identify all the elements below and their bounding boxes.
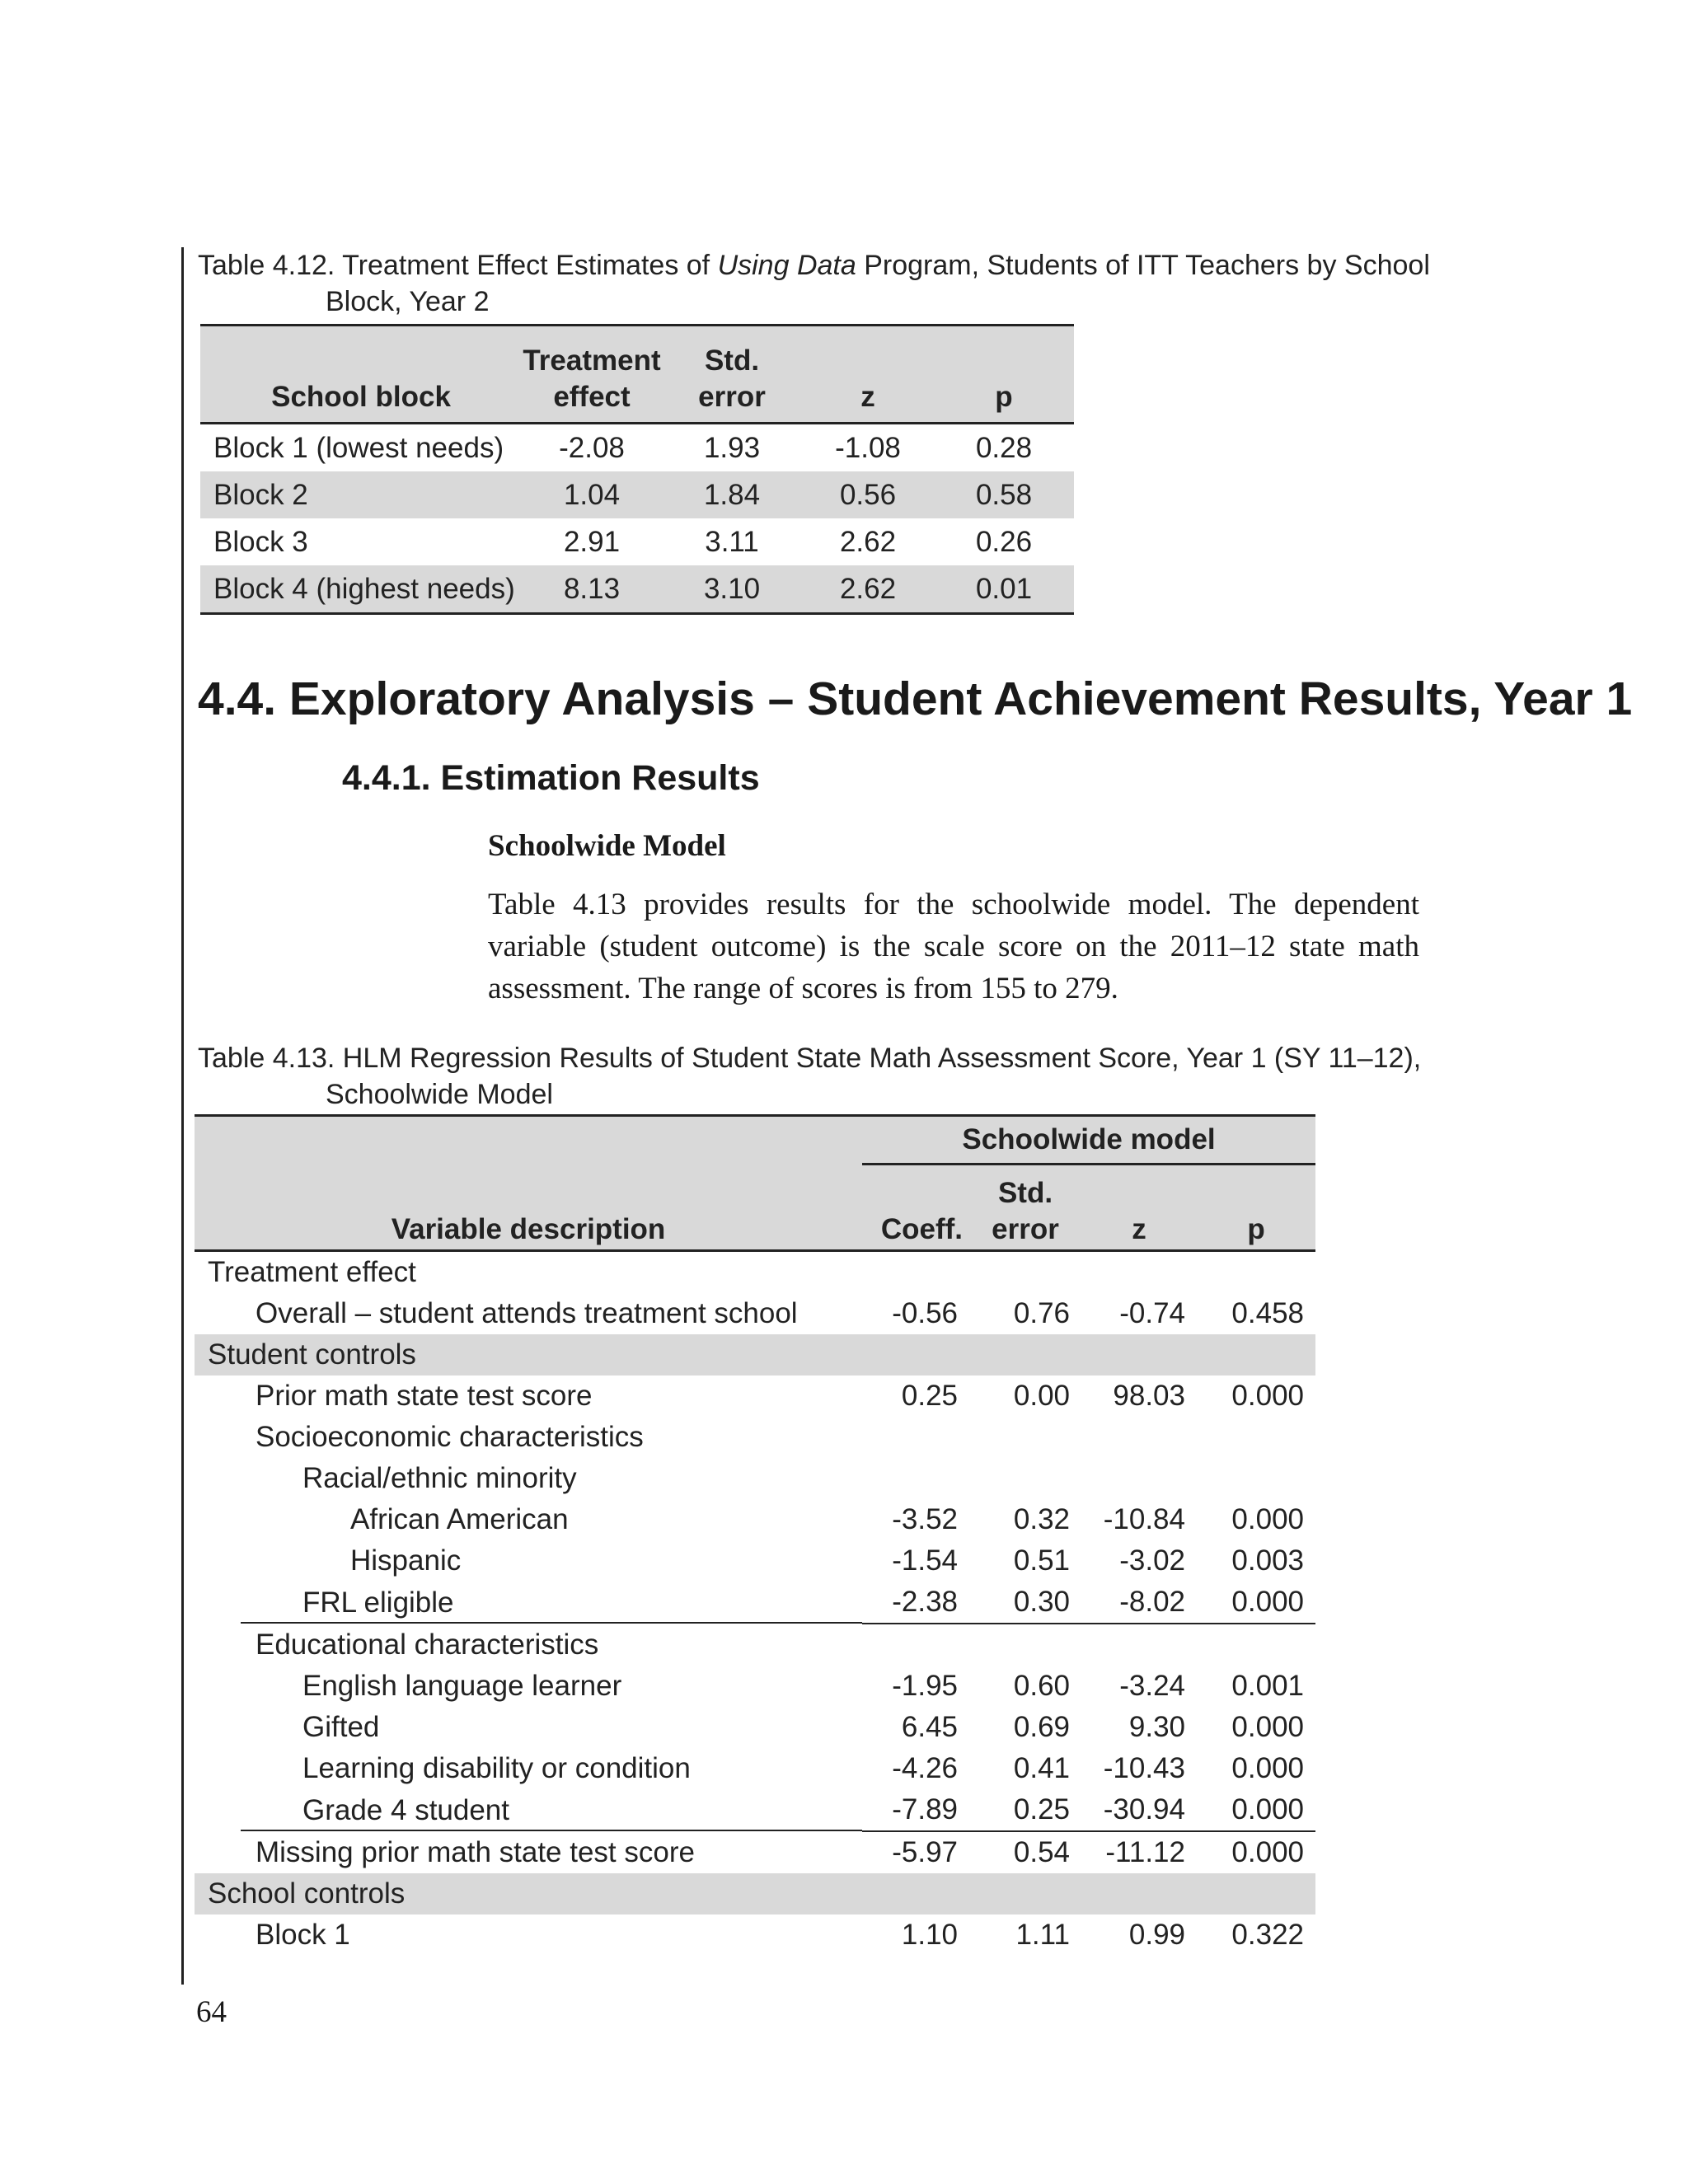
table-row: [195, 1748, 1315, 1789]
cell-variable: Missing prior math state test score: [256, 1835, 695, 1868]
cell-stderr: 1.84: [703, 478, 761, 511]
cell-block: Block 4 (highest needs): [213, 572, 515, 605]
page-number: 64: [196, 1995, 227, 2029]
cell-stderr: [969, 1873, 1081, 1915]
cell-p: 0.000: [1197, 1582, 1315, 1624]
cell-block: Block 2: [213, 478, 308, 511]
cell-stderr: 0.41: [1013, 1752, 1070, 1784]
cell-z: [1081, 1417, 1197, 1458]
cell-coeff: -4.26: [892, 1752, 958, 1784]
table-4-13-caption: [198, 1040, 1421, 1113]
cell-stderr: [969, 1417, 1081, 1458]
cell-p: 0.000: [1231, 1836, 1305, 1868]
table-row: [195, 1251, 1315, 1294]
table-row: [195, 1624, 1315, 1666]
margin-rule: [181, 247, 184, 1985]
cell-coeff: 1.10: [901, 1919, 958, 1951]
table-row: [195, 1334, 1315, 1376]
header-z: z: [1132, 1213, 1146, 1245]
table-row: [195, 1417, 1315, 1458]
table-row: [195, 1582, 1315, 1624]
cell-stderr: [969, 1458, 1081, 1499]
cell-z: -3.02: [1119, 1544, 1185, 1577]
cell-variable: Socioeconomic characteristics: [256, 1421, 644, 1453]
cell-stderr: 0.00: [1013, 1380, 1070, 1412]
cell-variable: Overall – student attends treatment school: [256, 1297, 798, 1329]
cell-p: 0.000: [1231, 1503, 1305, 1535]
cell-variable: African American: [350, 1503, 569, 1535]
header-std-error: Std. error: [992, 1177, 1059, 1245]
table-row: [195, 1458, 1315, 1499]
cell-coeff: [862, 1334, 969, 1376]
cell-stderr: 0.32: [1013, 1503, 1070, 1535]
cell-stderr: 0.69: [1013, 1711, 1070, 1743]
cell-stderr: 3.10: [703, 572, 761, 605]
cell-z: [1081, 1873, 1197, 1915]
cell-p: [1197, 1417, 1315, 1458]
table-header-row: [195, 1165, 1315, 1251]
cell-coeff: [862, 1417, 969, 1458]
cell-coeff: 0.25: [901, 1380, 958, 1412]
cell-variable: Hispanic: [350, 1544, 462, 1577]
cell-stderr: 0.25: [969, 1789, 1081, 1831]
cell-z: 9.30: [1128, 1711, 1185, 1743]
table-header-row: [200, 326, 1074, 424]
cell-p: 0.322: [1231, 1919, 1305, 1951]
table-row: [195, 1499, 1315, 1540]
cell-variable: English language learner: [302, 1670, 622, 1702]
table-row: [195, 1831, 1315, 1873]
caption-text: Program, Students of ITT Teachers by School: [856, 250, 1430, 281]
cell-stderr: 0.51: [1013, 1544, 1070, 1577]
header-p: p: [995, 381, 1013, 413]
table-row: [195, 1376, 1315, 1417]
cell-z: 0.56: [839, 478, 897, 511]
header-std-error: Std. error: [698, 344, 766, 413]
cell-coeff: -2.38: [862, 1582, 969, 1624]
header-schoolwide-model: Schoolwide model: [862, 1116, 1315, 1165]
cell-variable: Prior math state test score: [256, 1380, 593, 1412]
cell-coeff: -1.54: [892, 1544, 958, 1577]
cell-z: [1081, 1334, 1197, 1376]
body-paragraph: Table 4.13 provides results for the schoolwide model. The dependent variable (student outcome) is the scale score on the 2011–12 state math assessment. The range of scores is from 155 to 279.: [488, 888, 1419, 1005]
cell-stderr: [969, 1624, 1081, 1666]
cell-z: [1081, 1624, 1197, 1666]
cell-z: 98.03: [1113, 1380, 1185, 1412]
cell-variable: Grade 4 student: [195, 1789, 862, 1831]
subsection-heading: 4.4.1. Estimation Results: [342, 758, 760, 798]
cell-z: -3.24: [1119, 1670, 1185, 1702]
cell-variable: Gifted: [302, 1711, 380, 1743]
caption-text: Table 4.12. Treatment Effect Estimates of: [198, 250, 718, 281]
cell-z: 2.62: [839, 525, 897, 558]
cell-variable: Student controls: [208, 1338, 416, 1371]
table-row: [195, 1293, 1315, 1334]
caption-text: Table 4.13. HLM Regression Results of Student State Math Assessment Score, Year 1 (SY 11–12),: [198, 1043, 1422, 1074]
subsubsection-heading: Schoolwide Model: [488, 829, 726, 863]
cell-p: [1197, 1251, 1315, 1294]
cell-variable: Learning disability or condition: [302, 1752, 691, 1784]
cell-effect: -2.08: [559, 431, 625, 464]
cell-coeff: [862, 1458, 969, 1499]
cell-coeff: [862, 1251, 969, 1294]
cell-stderr: 0.54: [1013, 1836, 1070, 1868]
caption-text: Schoolwide Model: [326, 1079, 553, 1110]
cell-z: 2.62: [839, 572, 897, 605]
cell-stderr: [969, 1251, 1081, 1294]
cell-p: 0.000: [1197, 1789, 1315, 1831]
cell-p: 0.001: [1231, 1670, 1305, 1702]
cell-p: 0.01: [975, 572, 1033, 605]
cell-z: [1081, 1458, 1197, 1499]
cell-variable: Block 1: [256, 1919, 350, 1951]
table-4-12: [200, 324, 1074, 615]
cell-stderr: 0.30: [969, 1582, 1081, 1624]
cell-effect: 2.91: [563, 525, 621, 558]
header-school-block: School block: [271, 381, 451, 413]
cell-z: 0.99: [1128, 1919, 1185, 1951]
cell-coeff: -7.89: [862, 1789, 969, 1831]
cell-z: [1081, 1251, 1197, 1294]
table-row: [200, 565, 1074, 614]
cell-p: 0.000: [1231, 1380, 1305, 1412]
cell-stderr: 1.11: [1015, 1919, 1070, 1951]
cell-effect: 1.04: [563, 478, 621, 511]
header-z: z: [860, 381, 875, 413]
cell-stderr: [969, 1334, 1081, 1376]
header-treatment-effect: Treatment effect: [523, 344, 661, 413]
header-p: p: [1247, 1213, 1265, 1245]
cell-z: -8.02: [1081, 1582, 1197, 1624]
cell-variable: Educational characteristics: [256, 1628, 599, 1661]
section-heading: 4.4. Exploratory Analysis – Student Achievement Results, Year 1: [198, 673, 1633, 725]
table-4-13: [195, 1114, 1315, 1956]
table-row: [195, 1873, 1315, 1915]
header-variable-description: Variable description: [391, 1213, 666, 1245]
cell-z: -1.08: [835, 431, 901, 464]
cell-stderr: 0.60: [1013, 1670, 1070, 1702]
cell-p: 0.28: [975, 431, 1033, 464]
cell-p: 0.458: [1231, 1297, 1305, 1329]
cell-coeff: -1.95: [892, 1670, 958, 1702]
cell-coeff: 6.45: [901, 1711, 958, 1743]
cell-p: [1197, 1873, 1315, 1915]
cell-p: [1197, 1624, 1315, 1666]
cell-variable: FRL eligible: [195, 1582, 862, 1624]
table-4-12-caption: [198, 247, 1430, 320]
cell-effect: 8.13: [563, 572, 621, 605]
table-row: [195, 1915, 1315, 1956]
cell-p: 0.000: [1231, 1752, 1305, 1784]
cell-coeff: -5.97: [892, 1836, 958, 1868]
cell-block: Block 3: [213, 525, 308, 558]
cell-z: -0.74: [1119, 1297, 1185, 1329]
cell-z: -10.84: [1103, 1503, 1185, 1535]
cell-coeff: -0.56: [892, 1297, 958, 1329]
caption-text: Block, Year 2: [326, 286, 490, 317]
table-row: [200, 518, 1074, 565]
cell-p: 0.003: [1231, 1544, 1305, 1577]
cell-p: 0.58: [975, 478, 1033, 511]
cell-p: [1197, 1334, 1315, 1376]
cell-p: [1197, 1458, 1315, 1499]
table-row: [195, 1707, 1315, 1748]
cell-z: -10.43: [1103, 1752, 1185, 1784]
cell-p: 0.26: [975, 525, 1033, 558]
caption-italic: Using Data: [717, 250, 856, 281]
table-row: [195, 1789, 1315, 1831]
header-coeff: Coeff.: [880, 1213, 963, 1245]
cell-coeff: [862, 1624, 969, 1666]
cell-stderr: 3.11: [705, 525, 759, 558]
cell-coeff: [862, 1873, 969, 1915]
table-row: [195, 1666, 1315, 1707]
cell-variable: Treatment effect: [208, 1256, 416, 1288]
cell-stderr: 0.76: [1013, 1297, 1070, 1329]
cell-stderr: 1.93: [703, 431, 761, 464]
cell-coeff: -3.52: [892, 1503, 958, 1535]
table-row: [195, 1540, 1315, 1582]
cell-z: -11.12: [1105, 1836, 1185, 1868]
cell-variable: School controls: [208, 1877, 406, 1910]
table-row: [200, 424, 1074, 472]
cell-block: Block 1 (lowest needs): [213, 431, 504, 464]
cell-variable: Racial/ethnic minority: [302, 1462, 577, 1494]
table-row: [200, 471, 1074, 518]
cell-p: 0.000: [1231, 1711, 1305, 1743]
group-header-row: [195, 1116, 1315, 1165]
cell-z: -30.94: [1081, 1789, 1197, 1831]
